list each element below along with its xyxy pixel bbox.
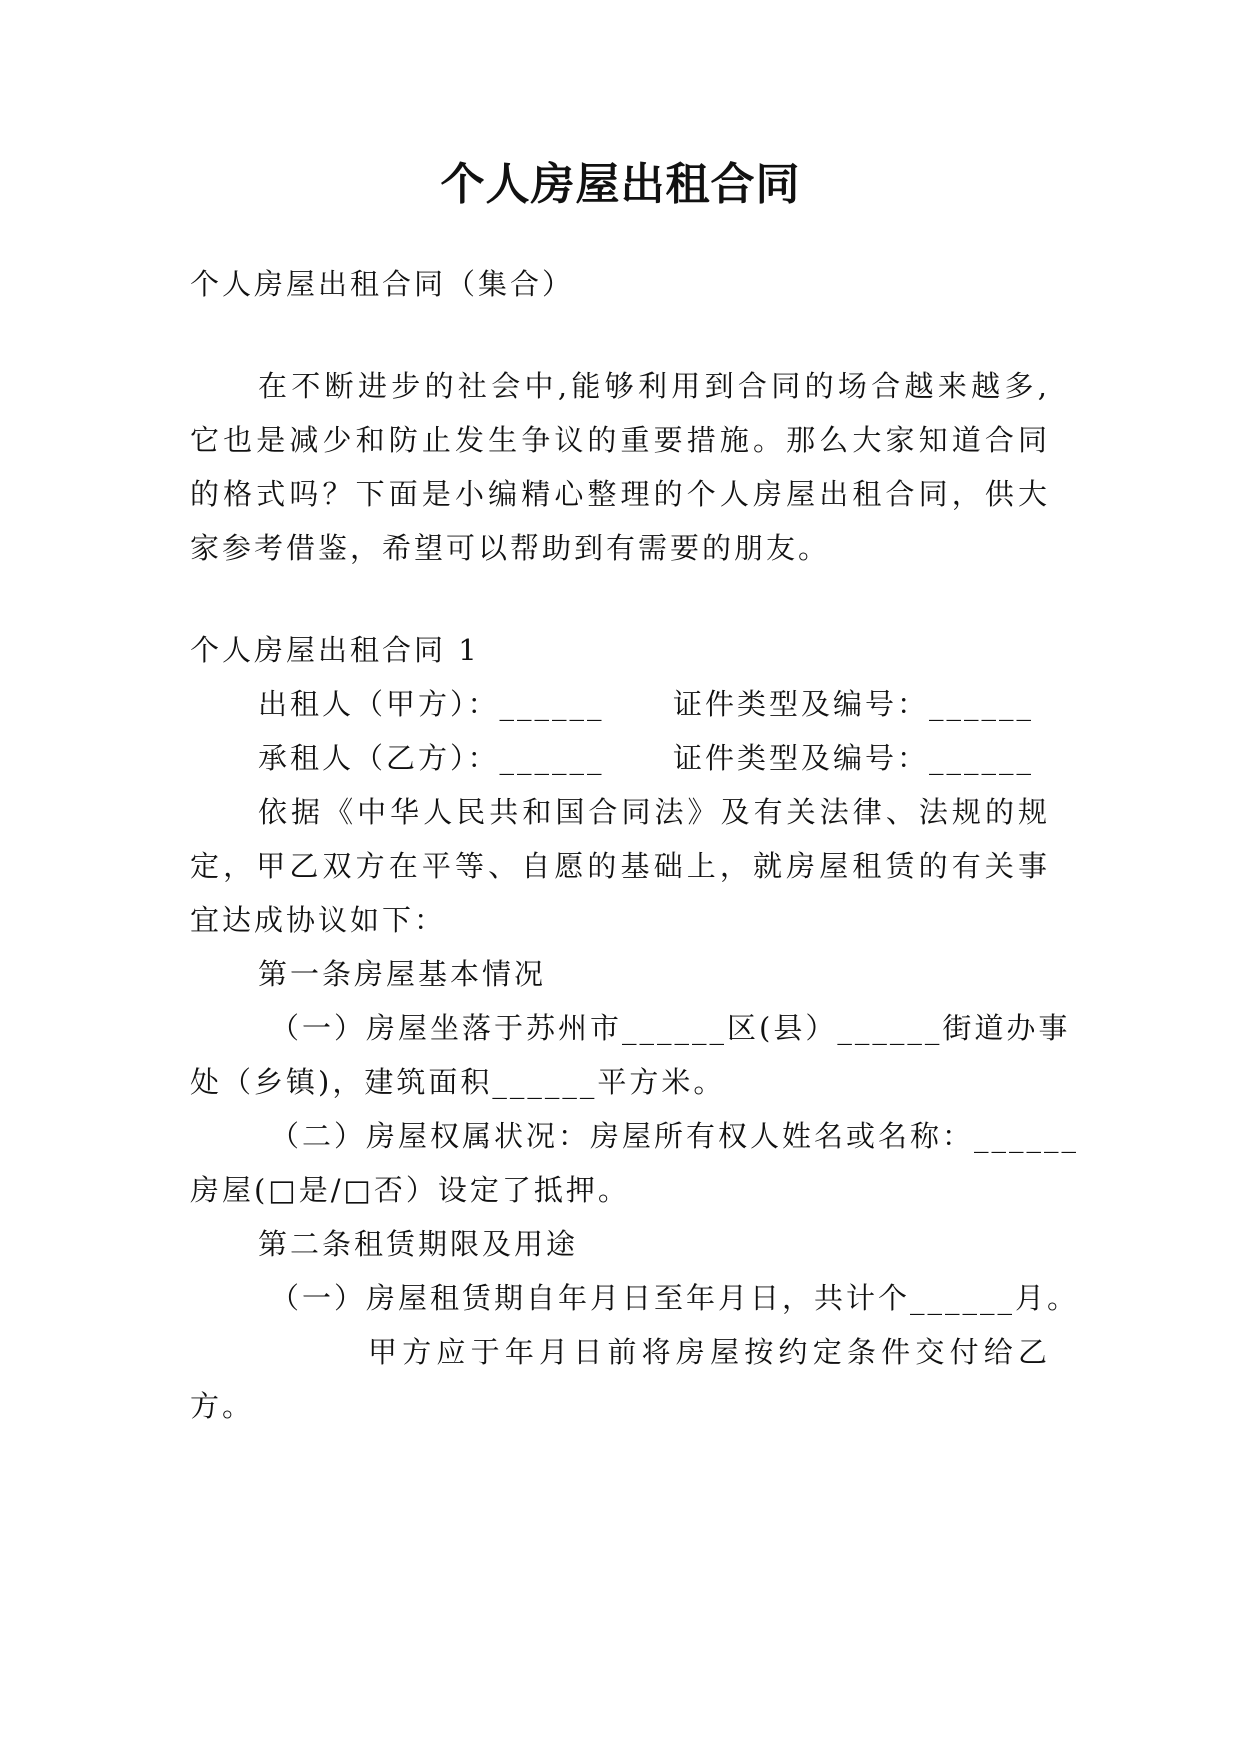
intro-line-2: 它也是减少和防止发生争议的重要措施。那么大家知道合同 (190, 423, 1050, 457)
party-b-id-label: 证件类型及编号：______ (673, 741, 1035, 775)
party-b-row (258, 738, 1050, 778)
article-2-delivery-line-1: 甲方应于年月日前将房屋按约定条件交付给乙 (368, 1335, 1050, 1369)
article-1-item-2-line-1: （二）房屋权属状况：房屋所有权人姓名或名称：______ (270, 1119, 1080, 1153)
article-2-heading: 第二条租赁期限及用途 (258, 1227, 579, 1261)
article-1-item-1-line-1: （一）房屋坐落于苏州市______区(县）______街道办事 (270, 1011, 1071, 1045)
article-2-item-1-line: （一）房屋租赁期自年月日至年月日，共计个______月。 (270, 1281, 1080, 1315)
basis-line-1: 依据《中华人民共和国合同法》及有关法律、法规的规 (258, 795, 1050, 829)
party-a-id-label: 证件类型及编号：______ (673, 687, 1035, 721)
article-1-item-2-line-2: 房屋(□是/□否）设定了抵押。 (190, 1173, 630, 1207)
contract-heading: 个人房屋出租合同 1 (190, 633, 480, 667)
document-subtitle: 个人房屋出租合同（集合） (190, 267, 575, 301)
intro-line-3: 的格式吗？下面是小编精心整理的个人房屋出租合同，供大 (190, 477, 1050, 511)
basis-line-2: 定，甲乙双方在平等、自愿的基础上，就房屋租赁的有关事 (190, 849, 1050, 883)
intro-line-4: 家参考借鉴，希望可以帮助到有需要的朋友。 (190, 531, 831, 565)
party-b-label: 承租人（乙方）：______ (258, 741, 605, 775)
basis-line-3: 宜达成协议如下： (190, 903, 447, 937)
party-a-row (258, 684, 1050, 724)
party-a-label: 出租人（甲方）：______ (258, 687, 605, 721)
article-1-item-1-line-2: 处（乡镇)，建筑面积______平方米。 (190, 1065, 726, 1099)
intro-line-1: 在不断进步的社会中,能够利用到合同的场合越来越多, (258, 369, 1050, 403)
article-1-heading: 第一条房屋基本情况 (258, 957, 547, 991)
document-title: 个人房屋出租合同 (440, 159, 801, 210)
article-2-delivery-line-2: 方。 (190, 1389, 255, 1423)
